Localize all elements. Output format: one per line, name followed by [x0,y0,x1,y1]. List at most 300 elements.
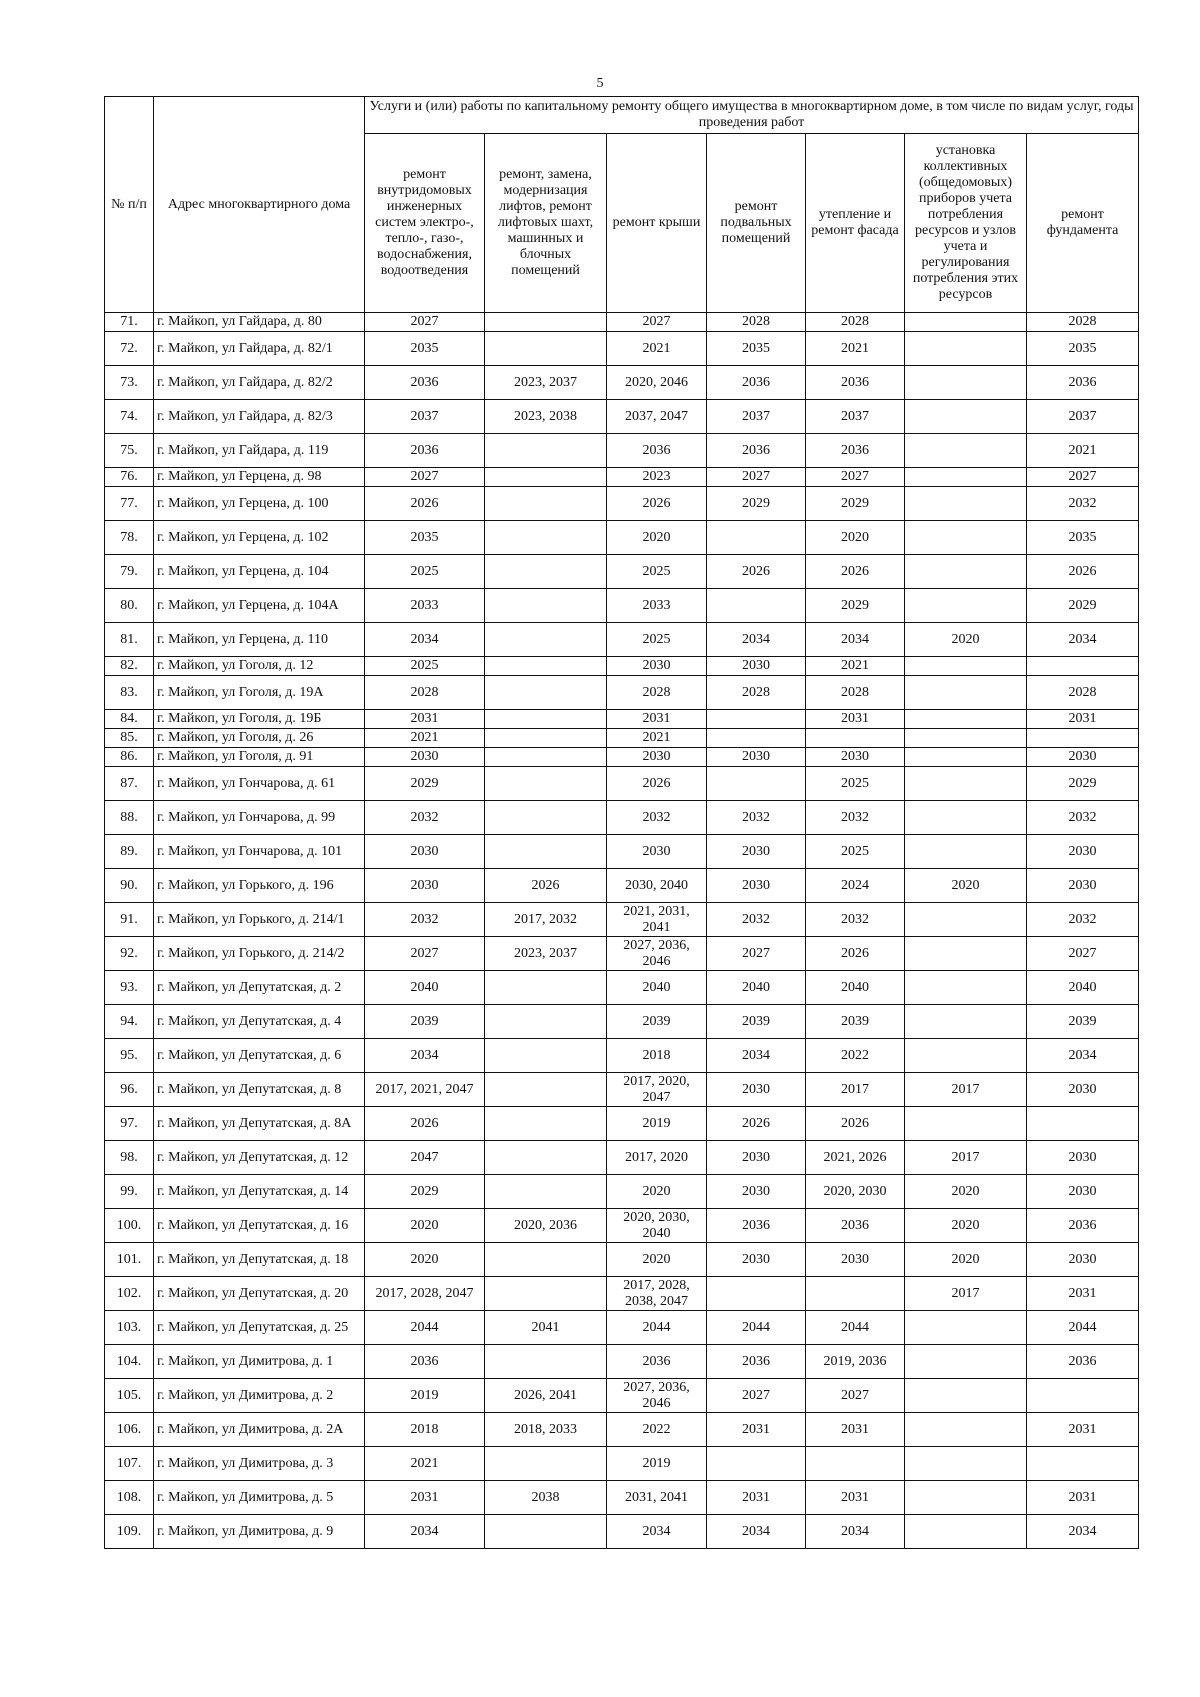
row-address: г. Майкоп, ул Гайдара, д. 82/1 [154,332,365,366]
row-number: 84. [105,710,154,729]
table-row [105,623,1139,657]
row-address: г. Майкоп, ул Герцена, д. 100 [154,487,365,521]
cell-roof: 2020, 2030, 2040 [607,1209,707,1243]
cell-engineering: 2036 [365,434,485,468]
table-row [105,1311,1139,1345]
row-number: 75. [105,434,154,468]
table-row [105,869,1139,903]
row-number: 98. [105,1141,154,1175]
cell-meters: 2017 [905,1277,1027,1311]
cell-foundation: 2030 [1027,1073,1139,1107]
cell-elevators: 2023, 2037 [485,937,607,971]
col-header-meters: установка коллективных (общедомовых) приборов учета потребления ресурсов и узлов учета и регулирования потребления этих ресурсов [905,134,1027,313]
cell-roof: 2036 [607,434,707,468]
cell-meters [905,710,1027,729]
row-number: 109. [105,1515,154,1549]
row-number: 96. [105,1073,154,1107]
cell-roof: 2025 [607,623,707,657]
cell-basement [707,767,806,801]
cell-roof: 2034 [607,1515,707,1549]
cell-facade: 2029 [806,589,905,623]
cell-engineering: 2027 [365,937,485,971]
cell-facade: 2034 [806,623,905,657]
cell-meters [905,729,1027,748]
cell-elevators: 2026 [485,869,607,903]
cell-roof: 2017, 2020, 2047 [607,1073,707,1107]
cell-roof: 2026 [607,767,707,801]
cell-foundation: 2034 [1027,1515,1139,1549]
row-number: 91. [105,903,154,937]
cell-facade: 2020, 2030 [806,1175,905,1209]
capital-repair-table [104,96,1139,1549]
cell-engineering: 2047 [365,1141,485,1175]
cell-basement [707,710,806,729]
cell-facade: 2022 [806,1039,905,1073]
cell-foundation: 2027 [1027,937,1139,971]
cell-roof: 2021, 2031, 2041 [607,903,707,937]
cell-roof: 2018 [607,1039,707,1073]
cell-engineering: 2026 [365,1107,485,1141]
cell-basement: 2032 [707,801,806,835]
table-row [105,521,1139,555]
row-address: г. Майкоп, ул Депутатская, д. 8 [154,1073,365,1107]
cell-engineering: 2031 [365,710,485,729]
cell-facade: 2039 [806,1005,905,1039]
row-number: 77. [105,487,154,521]
col-header-elevators: ремонт, замена, модернизация лифтов, ремонт лифтовых шахт, машинных и блочных помещений [485,134,607,313]
row-address: г. Майкоп, ул Гайдара, д. 82/3 [154,400,365,434]
row-address: г. Майкоп, ул Герцена, д. 104А [154,589,365,623]
cell-foundation: 2034 [1027,623,1139,657]
cell-basement: 2036 [707,1209,806,1243]
cell-roof: 2019 [607,1107,707,1141]
cell-engineering: 2030 [365,748,485,767]
cell-engineering: 2018 [365,1413,485,1447]
cell-roof: 2027, 2036, 2046 [607,937,707,971]
table-row [105,313,1139,332]
cell-facade [806,1277,905,1311]
cell-facade: 2021, 2026 [806,1141,905,1175]
cell-meters: 2020 [905,1209,1027,1243]
cell-foundation: 2034 [1027,1039,1139,1073]
cell-meters [905,1345,1027,1379]
cell-roof: 2028 [607,676,707,710]
table-row [105,1413,1139,1447]
col-header-services-group: Услуги и (или) работы по капитальному ремонту общего имущества в многоквартирном доме, в том числе по видам услуг, годы проведения работ [365,97,1139,134]
cell-engineering: 2039 [365,1005,485,1039]
row-address: г. Майкоп, ул Гончарова, д. 99 [154,801,365,835]
cell-meters [905,1379,1027,1413]
cell-meters [905,801,1027,835]
cell-elevators [485,835,607,869]
cell-elevators [485,589,607,623]
cell-foundation: 2030 [1027,1175,1139,1209]
cell-basement: 2032 [707,903,806,937]
cell-engineering: 2026 [365,487,485,521]
cell-foundation: 2044 [1027,1311,1139,1345]
cell-roof: 2017, 2028, 2038, 2047 [607,1277,707,1311]
cell-elevators [485,971,607,1005]
cell-engineering: 2021 [365,729,485,748]
cell-meters [905,676,1027,710]
row-address: г. Майкоп, ул Гайдара, д. 80 [154,313,365,332]
row-address: г. Майкоп, ул Димитрова, д. 2 [154,1379,365,1413]
cell-engineering: 2028 [365,676,485,710]
cell-roof: 2020 [607,521,707,555]
table-row [105,1447,1139,1481]
cell-facade: 2025 [806,767,905,801]
cell-foundation: 2030 [1027,869,1139,903]
cell-basement: 2027 [707,937,806,971]
cell-basement [707,1447,806,1481]
cell-roof: 2036 [607,1345,707,1379]
cell-facade [806,729,905,748]
cell-elevators [485,1345,607,1379]
cell-facade [806,1447,905,1481]
cell-engineering: 2035 [365,332,485,366]
row-number: 106. [105,1413,154,1447]
cell-facade: 2031 [806,1413,905,1447]
row-address: г. Майкоп, ул Гоголя, д. 19Б [154,710,365,729]
cell-roof: 2032 [607,801,707,835]
cell-foundation: 2035 [1027,332,1139,366]
row-number: 80. [105,589,154,623]
cell-foundation: 2030 [1027,1243,1139,1277]
table-row [105,1107,1139,1141]
row-number: 85. [105,729,154,748]
cell-roof: 2031, 2041 [607,1481,707,1515]
cell-facade: 2026 [806,1107,905,1141]
cell-facade: 2028 [806,313,905,332]
cell-roof: 2017, 2020 [607,1141,707,1175]
row-address: г. Майкоп, ул Гончарова, д. 101 [154,835,365,869]
cell-facade: 2028 [806,676,905,710]
cell-foundation: 2036 [1027,1345,1139,1379]
row-address: г. Майкоп, ул Депутатская, д. 18 [154,1243,365,1277]
cell-meters [905,767,1027,801]
cell-basement: 2030 [707,1243,806,1277]
table-row [105,1005,1139,1039]
cell-meters [905,313,1027,332]
cell-roof: 2030 [607,835,707,869]
table-row [105,332,1139,366]
cell-facade: 2021 [806,657,905,676]
cell-engineering: 2033 [365,589,485,623]
cell-basement: 2030 [707,1175,806,1209]
cell-facade: 2025 [806,835,905,869]
cell-foundation: 2027 [1027,468,1139,487]
cell-facade: 2021 [806,332,905,366]
row-address: г. Майкоп, ул Герцена, д. 102 [154,521,365,555]
cell-meters [905,400,1027,434]
table-row [105,835,1139,869]
cell-engineering: 2025 [365,657,485,676]
cell-engineering: 2037 [365,400,485,434]
cell-basement: 2034 [707,1515,806,1549]
cell-foundation: 2032 [1027,487,1139,521]
cell-basement: 2027 [707,1379,806,1413]
col-header-engineering-systems: ремонт внутридомовых инженерных систем электро-, тепло-, газо-, водоснабжения, водоотведения [365,134,485,313]
cell-roof: 2040 [607,971,707,1005]
col-header-roof: ремонт крыши [607,134,707,313]
cell-engineering: 2025 [365,555,485,589]
row-address: г. Майкоп, ул Гоголя, д. 12 [154,657,365,676]
cell-engineering: 2029 [365,767,485,801]
table-row [105,1243,1139,1277]
cell-engineering: 2032 [365,903,485,937]
cell-elevators [485,748,607,767]
row-number: 86. [105,748,154,767]
cell-facade: 2036 [806,1209,905,1243]
cell-elevators [485,767,607,801]
row-number: 103. [105,1311,154,1345]
cell-engineering: 2027 [365,313,485,332]
cell-roof: 2025 [607,555,707,589]
cell-meters [905,468,1027,487]
cell-basement: 2030 [707,1073,806,1107]
row-number: 100. [105,1209,154,1243]
cell-facade: 2031 [806,710,905,729]
cell-elevators [485,1005,607,1039]
row-address: г. Майкоп, ул Депутатская, д. 16 [154,1209,365,1243]
cell-elevators [485,801,607,835]
cell-foundation: 2031 [1027,1413,1139,1447]
cell-basement: 2039 [707,1005,806,1039]
col-header-facade: утепление и ремонт фасада [806,134,905,313]
cell-foundation: 2032 [1027,801,1139,835]
cell-foundation [1027,1107,1139,1141]
table-row [105,748,1139,767]
cell-basement: 2031 [707,1481,806,1515]
cell-meters [905,521,1027,555]
cell-engineering: 2036 [365,1345,485,1379]
cell-basement: 2030 [707,835,806,869]
table-row [105,937,1139,971]
cell-elevators [485,1515,607,1549]
cell-elevators [485,555,607,589]
cell-facade: 2030 [806,748,905,767]
cell-meters [905,332,1027,366]
col-header-address: Адрес многоквартирного дома [154,97,365,313]
cell-facade: 2032 [806,903,905,937]
cell-engineering: 2021 [365,1447,485,1481]
row-number: 81. [105,623,154,657]
cell-meters [905,487,1027,521]
cell-meters [905,971,1027,1005]
cell-elevators [485,521,607,555]
row-number: 78. [105,521,154,555]
cell-roof: 2020 [607,1243,707,1277]
cell-facade: 2026 [806,937,905,971]
page-number: 5 [596,76,604,91]
cell-engineering: 2031 [365,1481,485,1515]
cell-engineering: 2034 [365,623,485,657]
cell-basement: 2030 [707,657,806,676]
row-number: 74. [105,400,154,434]
cell-elevators: 2026, 2041 [485,1379,607,1413]
row-number: 71. [105,313,154,332]
table-row [105,710,1139,729]
cell-foundation [1027,657,1139,676]
cell-roof: 2044 [607,1311,707,1345]
table-row [105,400,1139,434]
cell-basement: 2030 [707,748,806,767]
cell-basement: 2027 [707,468,806,487]
cell-elevators: 2017, 2032 [485,903,607,937]
cell-roof: 2027, 2036, 2046 [607,1379,707,1413]
cell-foundation: 2026 [1027,555,1139,589]
table-row [105,729,1139,748]
cell-roof: 2027 [607,313,707,332]
cell-facade: 2036 [806,434,905,468]
row-number: 94. [105,1005,154,1039]
cell-engineering: 2032 [365,801,485,835]
cell-roof: 2030, 2040 [607,869,707,903]
cell-facade: 2027 [806,1379,905,1413]
cell-basement: 2030 [707,869,806,903]
row-number: 83. [105,676,154,710]
table-row [105,1141,1139,1175]
cell-elevators: 2038 [485,1481,607,1515]
cell-meters [905,1107,1027,1141]
cell-facade: 2034 [806,1515,905,1549]
cell-basement: 2034 [707,1039,806,1073]
cell-elevators [485,623,607,657]
cell-meters [905,589,1027,623]
cell-engineering: 2040 [365,971,485,1005]
cell-elevators [485,1107,607,1141]
cell-meters [905,1413,1027,1447]
cell-foundation: 2028 [1027,676,1139,710]
cell-foundation: 2028 [1027,313,1139,332]
row-address: г. Майкоп, ул Герцена, д. 110 [154,623,365,657]
cell-roof: 2037, 2047 [607,400,707,434]
row-number: 92. [105,937,154,971]
cell-meters [905,1481,1027,1515]
cell-meters: 2020 [905,869,1027,903]
cell-elevators [485,332,607,366]
row-number: 104. [105,1345,154,1379]
cell-roof: 2031 [607,710,707,729]
cell-meters: 2017 [905,1141,1027,1175]
cell-engineering: 2019 [365,1379,485,1413]
row-number: 93. [105,971,154,1005]
cell-foundation: 2030 [1027,1141,1139,1175]
cell-meters [905,657,1027,676]
cell-foundation: 2039 [1027,1005,1139,1039]
cell-foundation: 2029 [1027,589,1139,623]
cell-roof: 2020, 2046 [607,366,707,400]
cell-engineering: 2035 [365,521,485,555]
cell-elevators [485,1447,607,1481]
cell-roof: 2022 [607,1413,707,1447]
row-number: 108. [105,1481,154,1515]
cell-elevators [485,729,607,748]
table-row [105,366,1139,400]
cell-foundation: 2037 [1027,400,1139,434]
cell-elevators: 2018, 2033 [485,1413,607,1447]
cell-elevators [485,710,607,729]
table-row [105,1073,1139,1107]
row-number: 79. [105,555,154,589]
row-address: г. Майкоп, ул Горького, д. 196 [154,869,365,903]
cell-meters [905,1005,1027,1039]
cell-meters [905,366,1027,400]
cell-meters [905,1447,1027,1481]
cell-basement: 2026 [707,555,806,589]
table-row [105,1345,1139,1379]
cell-elevators [485,657,607,676]
row-address: г. Майкоп, ул Гоголя, д. 19А [154,676,365,710]
row-address: г. Майкоп, ул Депутатская, д. 6 [154,1039,365,1073]
cell-foundation [1027,1447,1139,1481]
cell-basement [707,729,806,748]
cell-meters [905,555,1027,589]
table-row [105,1039,1139,1073]
row-number: 107. [105,1447,154,1481]
cell-facade: 2040 [806,971,905,1005]
cell-foundation: 2035 [1027,521,1139,555]
cell-meters: 2020 [905,1175,1027,1209]
cell-basement [707,589,806,623]
cell-engineering: 2030 [365,869,485,903]
row-address: г. Майкоп, ул Депутатская, д. 14 [154,1175,365,1209]
row-address: г. Майкоп, ул Гончарова, д. 61 [154,767,365,801]
cell-elevators [485,1175,607,1209]
cell-roof: 2019 [607,1447,707,1481]
cell-basement: 2030 [707,1141,806,1175]
cell-basement: 2036 [707,434,806,468]
row-address: г. Майкоп, ул Депутатская, д. 12 [154,1141,365,1175]
row-address: г. Майкоп, ул Димитрова, д. 3 [154,1447,365,1481]
cell-basement: 2029 [707,487,806,521]
cell-foundation: 2029 [1027,767,1139,801]
cell-basement: 2028 [707,313,806,332]
cell-facade: 2019, 2036 [806,1345,905,1379]
row-number: 89. [105,835,154,869]
cell-foundation: 2032 [1027,903,1139,937]
row-number: 105. [105,1379,154,1413]
cell-roof: 2021 [607,729,707,748]
row-number: 82. [105,657,154,676]
row-address: г. Майкоп, ул Депутатская, д. 4 [154,1005,365,1039]
row-address: г. Майкоп, ул Горького, д. 214/1 [154,903,365,937]
row-number: 76. [105,468,154,487]
row-address: г. Майкоп, ул Гоголя, д. 91 [154,748,365,767]
cell-meters [905,1515,1027,1549]
cell-basement: 2040 [707,971,806,1005]
row-address: г. Майкоп, ул Димитрова, д. 5 [154,1481,365,1515]
col-header-foundation: ремонт фундамента [1027,134,1139,313]
cell-elevators: 2041 [485,1311,607,1345]
cell-elevators: 2020, 2036 [485,1209,607,1243]
cell-foundation: 2031 [1027,710,1139,729]
row-address: г. Майкоп, ул Димитрова, д. 1 [154,1345,365,1379]
cell-meters [905,1311,1027,1345]
cell-foundation: 2030 [1027,835,1139,869]
cell-engineering: 2017, 2021, 2047 [365,1073,485,1107]
cell-basement [707,1277,806,1311]
cell-foundation: 2030 [1027,748,1139,767]
row-number: 99. [105,1175,154,1209]
cell-facade: 2026 [806,555,905,589]
table-row [105,434,1139,468]
row-address: г. Майкоп, ул Герцена, д. 98 [154,468,365,487]
table-row [105,801,1139,835]
row-number: 101. [105,1243,154,1277]
cell-elevators: 2023, 2037 [485,366,607,400]
table-row [105,971,1139,1005]
